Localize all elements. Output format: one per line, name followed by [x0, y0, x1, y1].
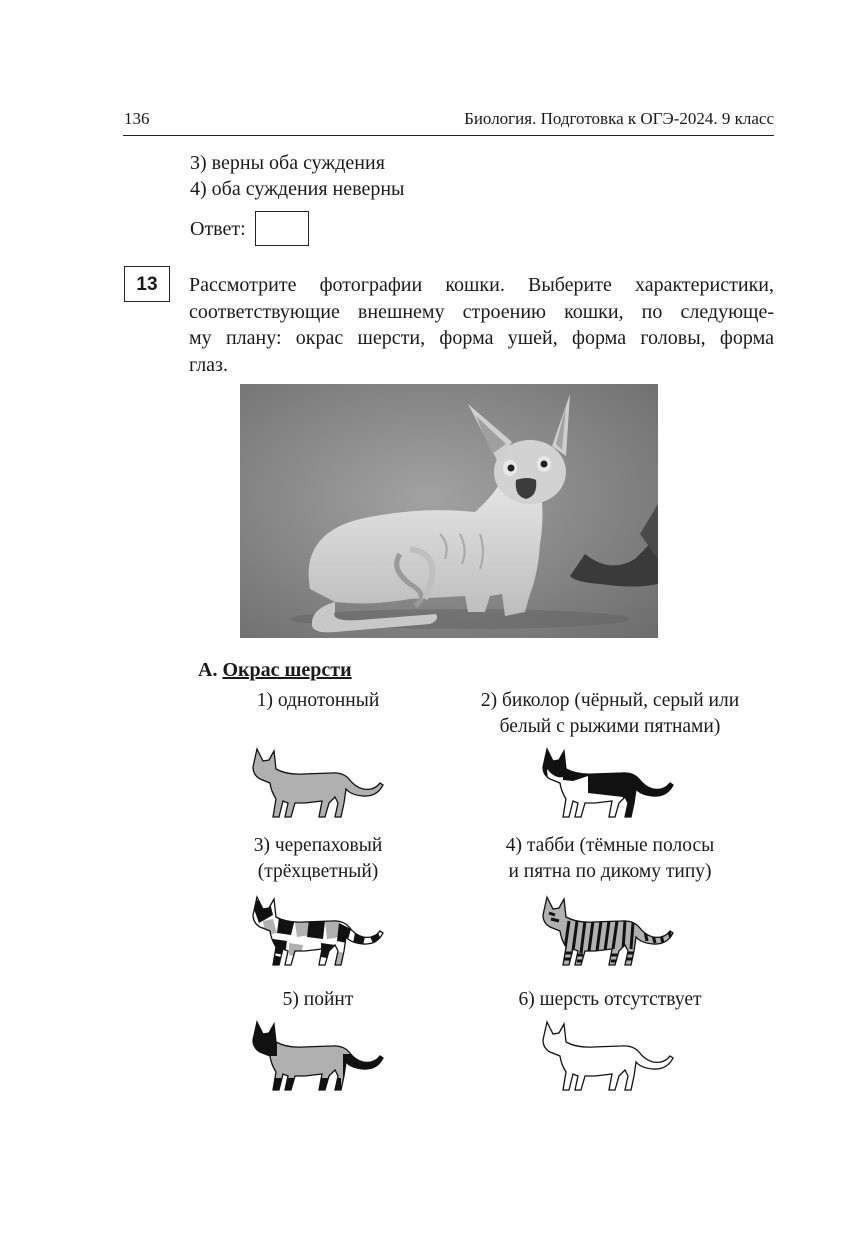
variant-4-caption: 4) табби (тёмные полосы и пятна по дикому типу) — [505, 835, 715, 882]
option-3: 3) верны оба суждения — [190, 152, 385, 174]
question-line: му плану: окрас шерсти, форма ушей, форма головы, форма — [189, 327, 774, 349]
cat-solid-icon — [243, 745, 393, 825]
cat-tortoiseshell-icon — [243, 893, 393, 973]
page-number: 136 — [124, 109, 150, 128]
answer-box[interactable] — [255, 211, 309, 246]
variant-6-caption: 6) шерсть отсутствует — [518, 989, 702, 1010]
answer-label: Ответ: — [190, 218, 246, 240]
question-line: глаз. — [189, 353, 228, 376]
variant-5-caption: 5) пойнт — [282, 989, 354, 1010]
running-header-title: Биология. Подготовка к ОГЭ-2024. 9 класс — [464, 109, 774, 128]
variant-2-caption: 2) биколор (чёрный, серый или белый с рыжими пятнами) — [480, 690, 740, 737]
question-line: Рассмотрите фотографии кошки. Выберите характеристики, — [189, 274, 774, 296]
question-line: соответствующие внешнему строению кошки, по следующе- — [189, 300, 774, 323]
section-a-title: А. Окрас шерсти — [198, 659, 352, 681]
sphynx-cat-photo — [240, 384, 658, 638]
cat-hairless-icon — [533, 1018, 683, 1098]
question-text — [189, 272, 774, 378]
cat-bicolor-icon — [533, 745, 683, 825]
cat-point-icon — [243, 1018, 393, 1098]
header-rule — [123, 135, 774, 136]
variant-1-caption: 1) однотонный — [256, 690, 380, 711]
question-number: 13 — [124, 266, 170, 302]
cat-tabby-icon — [533, 893, 683, 973]
option-4: 4) оба суждения неверны — [190, 178, 405, 200]
variant-3-caption: 3) черепаховый (трёхцветный) — [253, 835, 383, 882]
